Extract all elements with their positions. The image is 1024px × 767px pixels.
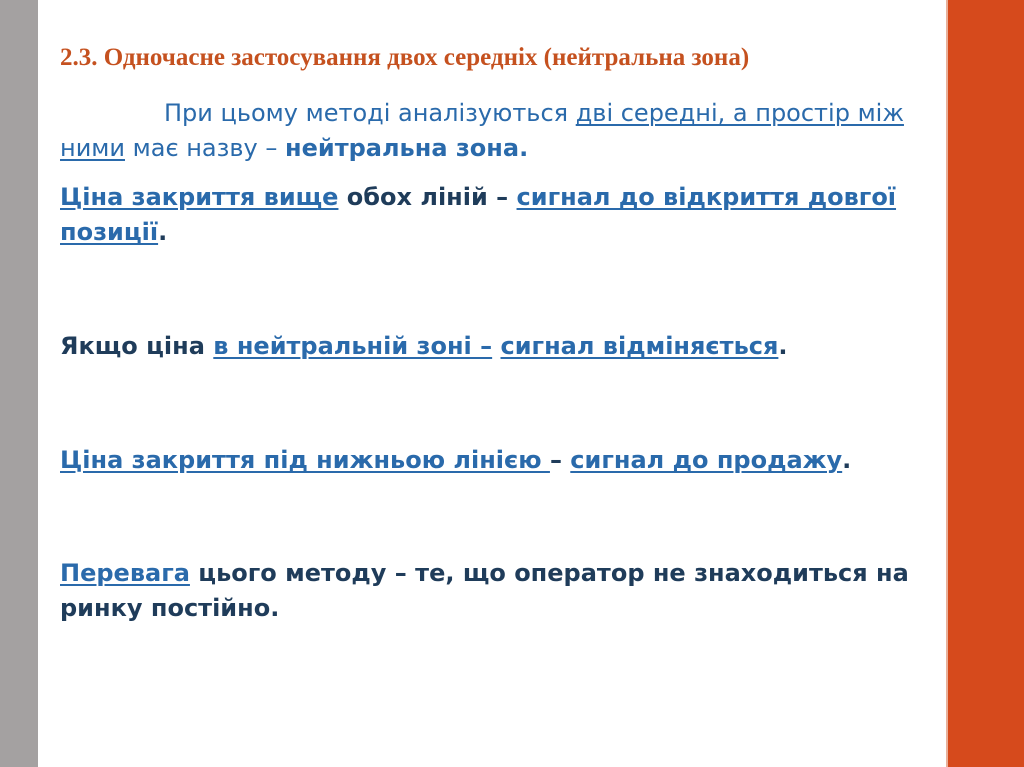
- point-long-signal: [60, 180, 930, 250]
- point4-text: цього методу – те, що оператор не знаходиться на ринку постійно.: [60, 559, 909, 622]
- point1-end: .: [158, 218, 168, 246]
- point1-link-long-signal: сигнал до відкриття довгої позиції: [60, 183, 897, 246]
- point-cancel-signal: [60, 329, 930, 364]
- intro-text-2: має назву –: [125, 134, 286, 162]
- point3-link-sell-signal: сигнал до продажу: [570, 446, 843, 474]
- point1-text: обох ліній –: [338, 183, 517, 211]
- intro-paragraph: [60, 96, 930, 166]
- left-decorative-bar: [0, 0, 38, 767]
- point3-end: .: [842, 446, 852, 474]
- point2-end: .: [778, 332, 788, 360]
- intro-text-1: При цьому методі аналізуються: [164, 99, 576, 127]
- point4-link-advantage: Перевага: [60, 559, 190, 587]
- point1-link-close-above: Ціна закриття вище: [60, 183, 339, 211]
- point-advantage: [60, 556, 930, 626]
- point-sell-signal: [60, 443, 930, 478]
- point3-text: –: [549, 446, 571, 474]
- point2-text: Якщо ціна: [60, 332, 214, 360]
- intro-neutral-zone: нейтральна зона.: [285, 134, 529, 162]
- slide-body: [60, 96, 930, 626]
- right-panel-edge: [946, 0, 948, 767]
- point2-link-cancel: сигнал відміняється: [500, 332, 779, 360]
- right-accent-panel: [946, 0, 1024, 767]
- point3-link-close-below: Ціна закриття під нижньою лінією: [60, 446, 550, 474]
- intro-link-two-averages: дві середні, а простір між ними: [60, 99, 904, 162]
- point2-space: [492, 332, 500, 360]
- slide-title: 2.3. Одночасне застосування двох середніх (нейтральна зона): [60, 44, 750, 71]
- point2-link-neutral-zone: в нейтральній зоні –: [213, 332, 493, 360]
